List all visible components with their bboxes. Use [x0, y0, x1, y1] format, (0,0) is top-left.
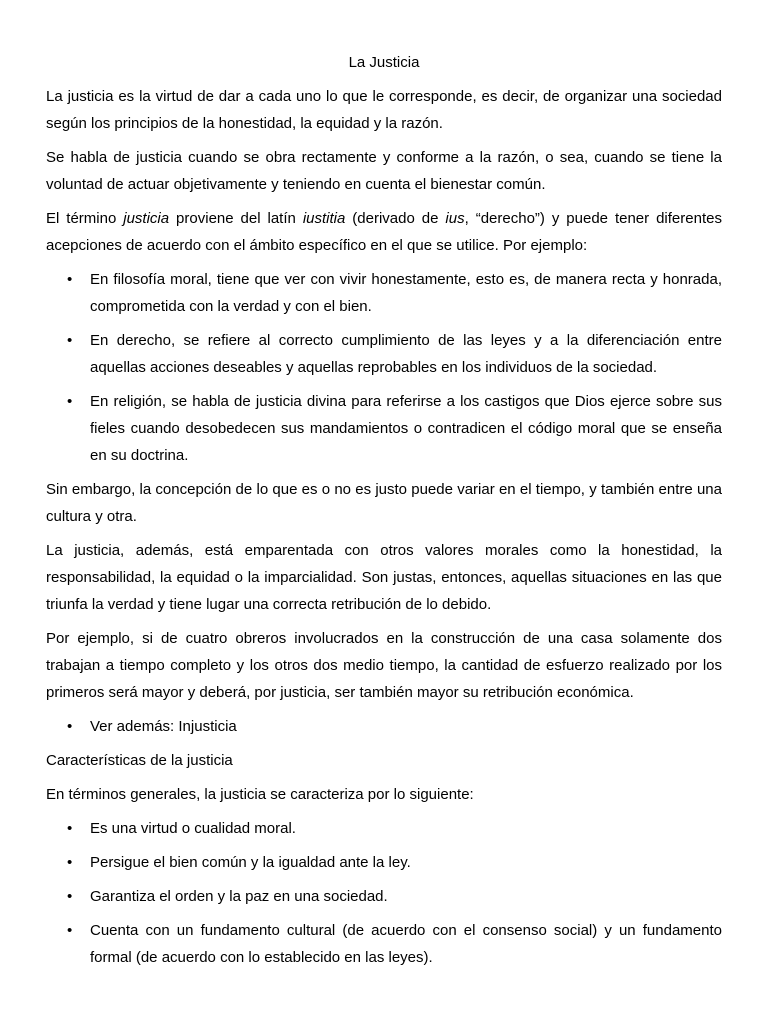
list-item: [46, 849, 722, 876]
paragraph-definition: La justicia es la virtud de dar a cada uno lo que le corresponde, es decir, de organizar una sociedad según los principios de la honestidad, la equidad y la razón.: [46, 88, 722, 132]
paragraph-variation: Sin embargo, la concepción de lo que es o no es justo puede variar en el tiempo, y también entre una cultura y otra.: [46, 481, 722, 525]
bullet-icon: •: [67, 393, 73, 410]
etymology-text-e: (derivado de: [345, 210, 446, 227]
list-see-also: [46, 713, 722, 740]
paragraph-characteristics-intro: En términos generales, la justicia se caracteriza por lo siguiente:: [46, 786, 474, 803]
section-heading: Características de la justicia: [46, 752, 233, 769]
term-ius: ius: [445, 210, 465, 227]
bullet-icon: •: [67, 332, 73, 349]
etymology-text-c: proviene del latín: [169, 210, 303, 227]
list-item: [46, 388, 722, 469]
paragraph-rectitude: Se habla de justicia cuando se obra rectamente y conforme a la razón, o sea, cuando se tiene la voluntad de actuar objetivamente y teniendo en cuenta el bienestar común.: [46, 149, 722, 193]
paragraph-etymology: [46, 205, 722, 259]
list-item-text: Ver además: Injusticia: [90, 718, 237, 735]
etymology-text-g: , “derecho”) y puede tener diferentes acepciones de acuerdo con el ámbito específico en el que se utilice. Por ejemplo:: [46, 210, 722, 254]
term-justicia: justicia: [123, 210, 170, 227]
list-item-text: En religión, se habla de justicia divina para referirse a los castigos que Dios ejerce sobre sus fieles cuando desobedecen sus mandamientos o contradicen el código moral que se enseña en su doctrina.: [90, 393, 722, 464]
list-item: [46, 815, 722, 842]
list-item-text: Persigue el bien común y la igualdad ante la ley.: [90, 854, 411, 871]
list-item: [46, 917, 722, 971]
list-item: [46, 713, 722, 740]
bullet-icon: •: [67, 854, 73, 871]
list-item-text: Cuenta con un fundamento cultural (de acuerdo con el consenso social) y un fundamento formal (de acuerdo con lo establecido en las leyes).: [90, 922, 722, 966]
list-item-text: En filosofía moral, tiene que ver con vivir honestamente, esto es, de manera recta y honrada, comprometida con la verdad y con el bien.: [90, 271, 722, 315]
list-item: [46, 327, 722, 381]
paragraph-example: Por ejemplo, si de cuatro obreros involucrados en la construcción de una casa solamente dos trabajan a tiempo completo y los otros dos medio tiempo, la cantidad de esfuerzo realizado por los primeros será mayor y deberá, por justicia, ser también mayor su retribución económica.: [46, 630, 722, 701]
bullet-icon: •: [67, 922, 73, 939]
bullet-icon: •: [67, 271, 73, 288]
bullet-icon: •: [67, 718, 73, 735]
bullet-icon: •: [67, 888, 73, 905]
term-iustitia: iustitia: [302, 210, 346, 227]
list-item: [46, 266, 722, 320]
list-characteristics: [46, 815, 722, 971]
etymology-text-a: El término: [46, 210, 124, 227]
list-item-text: Garantiza el orden y la paz en una sociedad.: [90, 888, 388, 905]
document-title: La Justicia: [348, 54, 420, 71]
list-meanings: [46, 266, 722, 469]
list-item-text: Es una virtud o cualidad moral.: [90, 820, 296, 837]
bullet-icon: •: [67, 820, 73, 837]
list-item-text: En derecho, se refiere al correcto cumplimiento de las leyes y a la diferenciación entre aquellas acciones deseables y aquellas reprobables en los individuos de la sociedad.: [90, 332, 722, 376]
list-item: [46, 883, 722, 910]
paragraph-values: La justicia, además, está emparentada con otros valores morales como la honestidad, la responsabilidad, la equidad o la imparcialidad. Son justas, entonces, aquellas situaciones en las que triunfa la verdad y tiene lugar una correcta retribución de lo debido.: [46, 542, 722, 613]
